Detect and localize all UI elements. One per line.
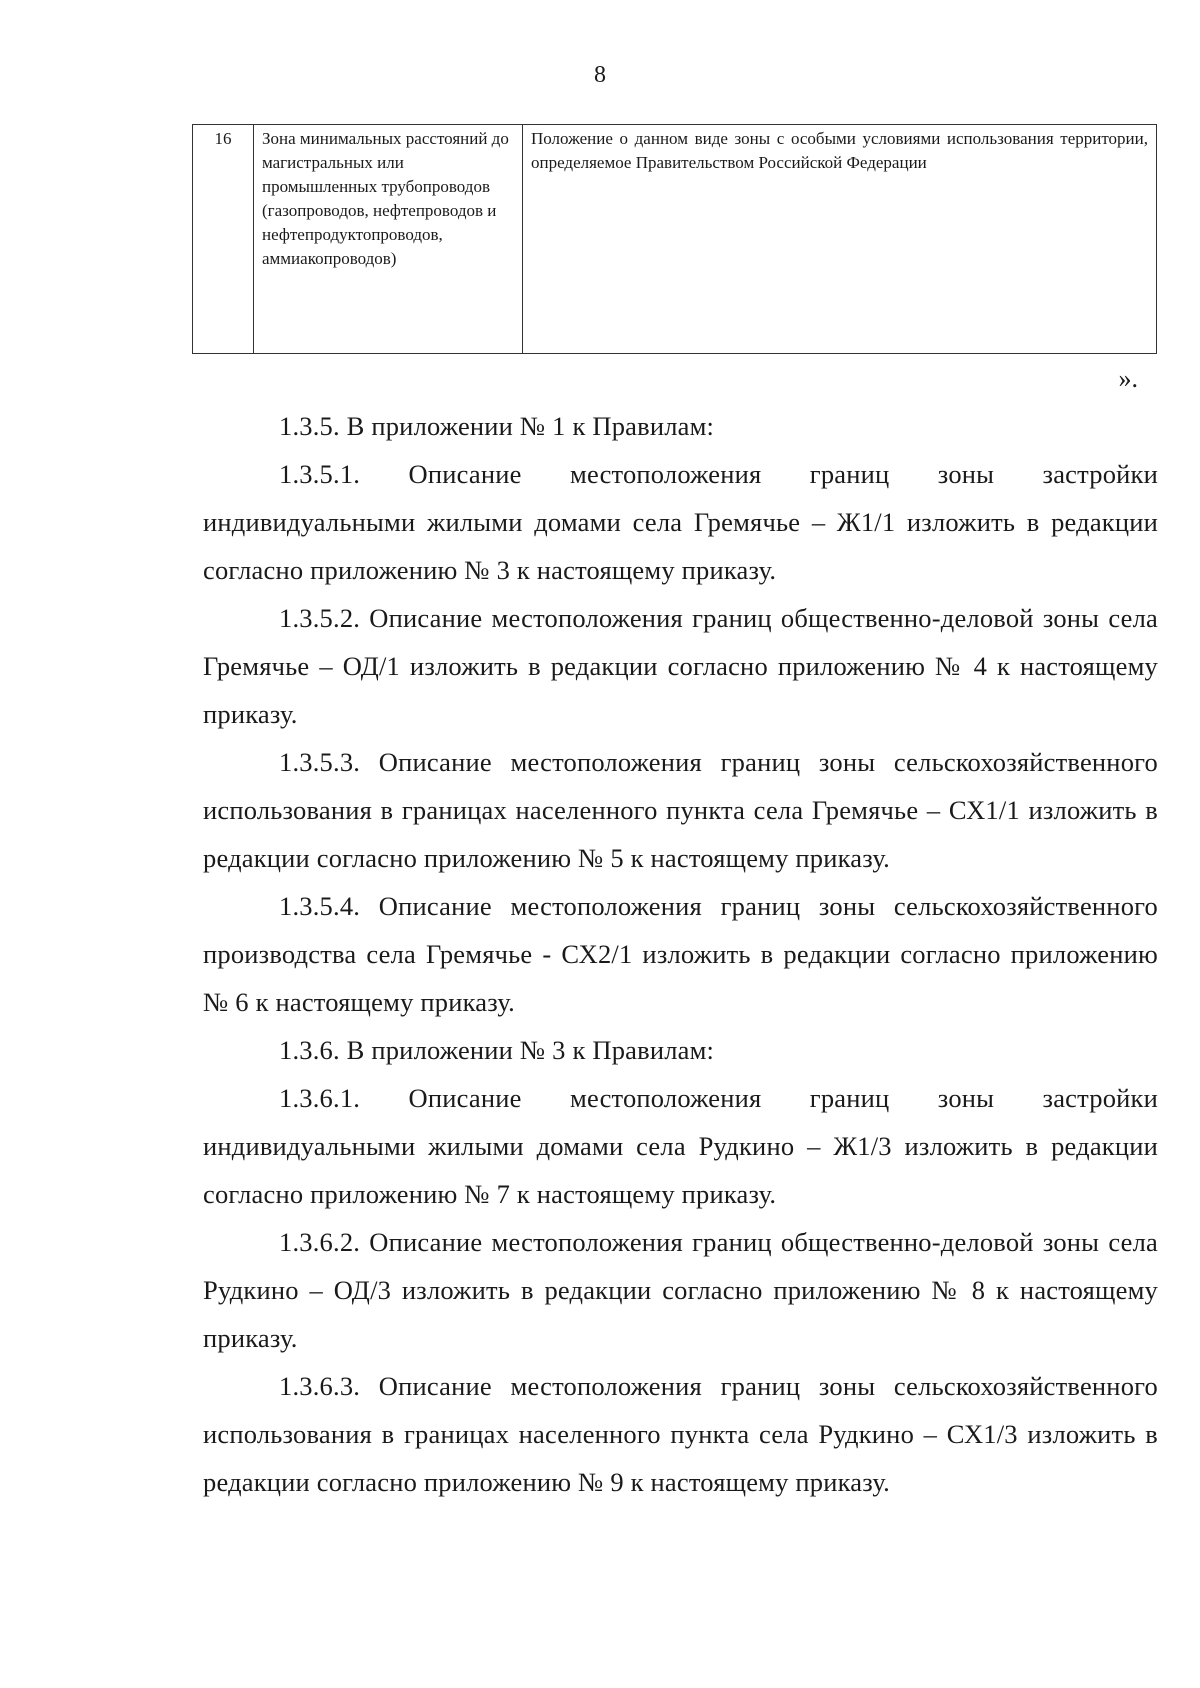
paragraph-1-3-6-1: 1.3.6.1. Описание местоположения границ зоны застройки индивидуальными жилыми домами села Рудкино – Ж1/3 изложить в редакции согласно приложению № 7 к настоящему приказу.: [203, 1083, 1158, 1209]
zones-table: [192, 124, 1157, 354]
paragraph-1-3-6: 1.3.6. В приложении № 3 к Правилам:: [279, 1035, 715, 1065]
paragraph-1-3-6-2: 1.3.6.2. Описание местоположения границ общественно-деловой зоны села Рудкино – ОД/3 изложить в редакции согласно приложению № 8 к настоящему приказу.: [203, 1227, 1158, 1353]
page-number: 8: [594, 62, 606, 88]
paragraph-1-3-5-1: 1.3.5.1. Описание местоположения границ зоны застройки индивидуальными жилыми домами села Гремячье – Ж1/1 изложить в редакции согласно приложению № 3 к настоящему приказу.: [203, 459, 1158, 585]
document-body: [203, 402, 1158, 1506]
paragraph-1-3-5: 1.3.5. В приложении № 1 к Правилам:: [279, 411, 715, 441]
paragraph-1-3-6-3: 1.3.6.3. Описание местоположения границ зоны сельскохозяйственного использования в границах населенного пункта села Рудкино – СХ1/3 изложить в редакции согласно приложению № 9 к настоящему приказу.: [203, 1371, 1158, 1497]
paragraph-1-3-5-4: 1.3.5.4. Описание местоположения границ зоны сельскохозяйственного производства села Гремячье - СХ2/1 изложить в редакции согласно приложению № 6 к настоящему приказу.: [203, 891, 1158, 1017]
table-row: [193, 125, 1157, 354]
zone-description-cell: Положение о данном виде зоны с особыми условиями использования территории, определяемое Правительством Российской Федерации: [523, 125, 1157, 354]
row-number-cell: 16: [193, 125, 254, 354]
closing-quote: ».: [1118, 364, 1138, 393]
zone-name-cell: Зона минимальных расстояний до магистральных или промышленных трубопроводов (газопроводов, нефтепроводов и нефтепродуктопроводов, аммиакопроводов): [254, 125, 523, 354]
paragraph-1-3-5-3: 1.3.5.3. Описание местоположения границ зоны сельскохозяйственного использования в границах населенного пункта села Гремячье – СХ1/1 изложить в редакции согласно приложению № 5 к настоящему приказу.: [203, 747, 1158, 873]
paragraph-1-3-5-2: 1.3.5.2. Описание местоположения границ общественно-деловой зоны села Гремячье – ОД/1 изложить в редакции согласно приложению № 4 к настоящему приказу.: [203, 603, 1158, 729]
